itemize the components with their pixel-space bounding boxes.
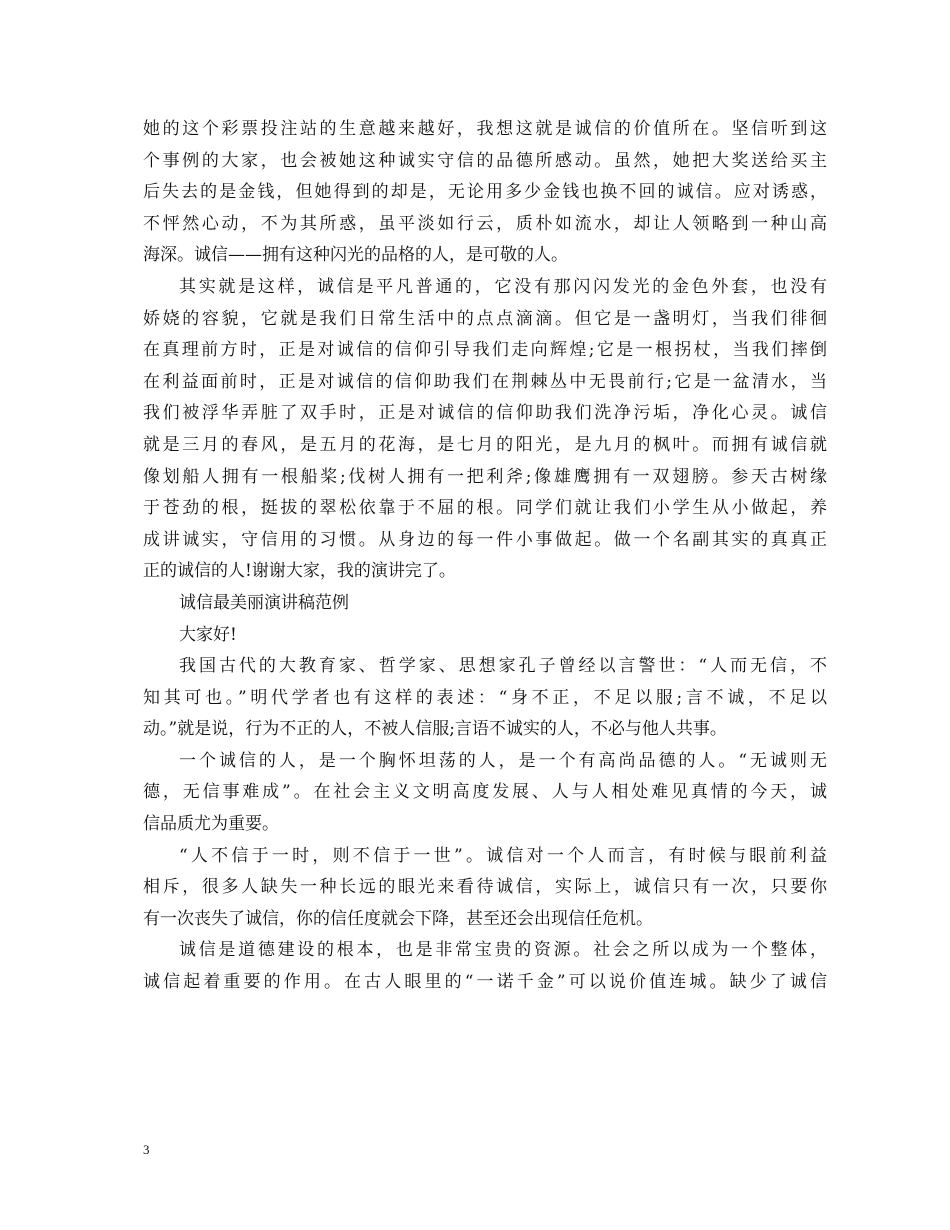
text-line: “人不信于一时，则不信于一世”。诚信对一个人而言，有时候与眼前利益 <box>179 845 827 866</box>
text-line: 一个诚信的人，是一个胸怀坦荡的人，是一个有高尚品德的人。“无诚则无 <box>179 750 827 771</box>
text-line: 有一次丧失了诚信，你的信任度就会下降，甚至还会出现信任危机。 <box>143 908 653 929</box>
text-line: 信品质尤为重要。 <box>143 814 279 835</box>
text-line: 我国古代的大教育家、哲学家、思想家孔子曾经以言警世：“人而无信，不 <box>179 656 827 677</box>
text-line: 其实就是这样，诚信是平凡普通的，它没有那闪闪发光的金色外套，也没有 <box>179 276 827 297</box>
text-line: 诚信起着重要的作用。在古人眼里的“一诺千金”可以说价值连城。缺少了诚信 <box>143 972 827 993</box>
text-line: 德，无信事难成”。在社会主义文明高度发展、人与人相处难见真情的今天，诚 <box>143 782 827 803</box>
document-body <box>143 114 827 999</box>
text-line: 娇娆的容貌，它就是我们日常生活中的点点滴滴。但它是一盏明灯，当我们徘徊 <box>143 308 827 329</box>
text-line: 就是三月的春风，是五月的花海，是七月的阳光，是九月的枫叶。而拥有诚信就 <box>143 434 827 455</box>
text-line: 诚信是道德建设的根本，也是非常宝贵的资源。社会之所以成为一个整体， <box>179 940 827 961</box>
text-line: 成讲诚实，守信用的习惯。从身边的每一件小事做起。做一个名副其实的真真正 <box>143 529 827 550</box>
text-line: 后失去的是金钱，但她得到的却是，无论用多少金钱也换不回的诚信。应对诱惑， <box>143 182 827 203</box>
text-line: 正的诚信的人!谢谢大家，我的演讲完了。 <box>143 561 456 582</box>
text-line: 在利益面前时，正是对诚信的信仰助我们在荆棘丛中无畏前行;它是一盆清水，当 <box>143 371 827 392</box>
text-line: 不怦然心动，不为其所惑，虽平淡如行云，质朴如流水，却让人领略到一种山高 <box>143 213 827 234</box>
text-line: 我们被浮华弄脏了双手时，正是对诚信的信仰助我们洗净污垢，净化心灵。诚信 <box>143 403 827 424</box>
text-line: 她的这个彩票投注站的生意越来越好，我想这就是诚信的价值所在。坚信听到这 <box>143 119 827 139</box>
text-line: 在真理前方时，正是对诚信的信仰引导我们走向辉煌;它是一根拐杖，当我们摔倒 <box>143 340 827 361</box>
text-line: 大家好! <box>179 624 237 645</box>
text-line: 诚信最美丽演讲稿范例 <box>179 592 349 613</box>
text-line: 个事例的大家，也会被她这种诚实守信的品德所感动。虽然，她把大奖送给买主 <box>143 150 827 171</box>
text-line: 像划船人拥有一根船桨;伐树人拥有一把利斧;像雄鹰拥有一双翅膀。参天古树缘 <box>143 466 827 487</box>
text-line: 相斥，很多人缺失一种长远的眼光来看待诚信，实际上，诚信只有一次，只要你 <box>143 877 827 898</box>
page-number: 3 <box>143 1142 150 1157</box>
text-line: 于苍劲的根，挺拔的翠松依靠于不屈的根。同学们就让我们小学生从小做起，养 <box>143 498 827 519</box>
text-line: 知其可也。”明代学者也有这样的表述：“身不正，不足以服;言不诚，不足以 <box>143 687 827 708</box>
text-line: 海深。诚信——拥有这种闪光的品格的人，是可敬的人。 <box>143 245 568 266</box>
text-line: 动。”就是说，行为不正的人，不被人信服;言语不诚实的人，不必与他人共事。 <box>143 719 727 740</box>
